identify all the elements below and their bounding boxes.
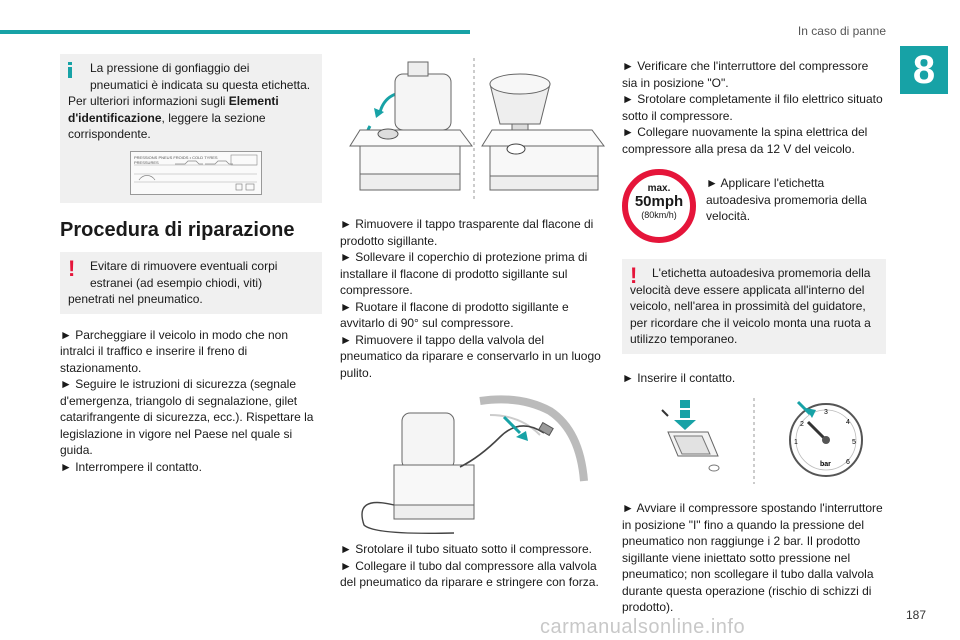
step-item: ► Rimuovere il tappo della valvola del pneumatico da riparare e conservarlo in un luogo pulito. — [340, 332, 601, 380]
column-1 — [60, 54, 322, 475]
chapter-title: In caso di panne — [797, 24, 886, 38]
tyre-pressure-label-image — [130, 151, 262, 195]
column-3 — [622, 58, 886, 616]
column-2 — [340, 54, 608, 591]
gauge-tick: 3 — [824, 409, 828, 416]
step-item: ► Ruotare il flacone di prodotto sigillante e avvitarlo di 90° sul compressore. — [340, 299, 569, 330]
sealant-bottle-illustration — [340, 54, 608, 204]
step-item: ► Verificare che l'interruttore del compressore sia in posizione "O". — [622, 59, 869, 90]
info-text-line: La pressione di gonfiaggio dei — [90, 61, 250, 75]
chapter-number-badge: 8 — [900, 46, 948, 94]
warning-icon: ! — [630, 263, 638, 288]
info-text-line: pneumatici è indicata su questa etichetta. — [90, 77, 311, 92]
step-item: ► Sollevare il coperchio di protezione prima di installare il flacone di prodotto sigillante sul compressore. — [340, 250, 588, 297]
sign-kmh-value: (80km/h) — [641, 210, 677, 220]
step-item: ► Srotolare il tubo situato sotto il compressore. — [340, 542, 592, 556]
section-heading: Procedura di riparazione — [60, 218, 295, 241]
step-item: ► Interrompere il contatto. — [60, 459, 202, 474]
steps-list-a — [340, 216, 608, 381]
info-icon — [68, 62, 72, 78]
step-item: ► Applicare l'etichetta autoadesiva promemoria della velocità. — [706, 176, 867, 223]
hose-illustration — [340, 395, 608, 535]
speed-sticker-row — [622, 169, 886, 245]
step-item: ► Parcheggiare il veicolo in modo che non intralci il traffico e inserire il freno di stazionamento. — [60, 327, 289, 375]
sign-max-label: max. — [647, 183, 671, 194]
warning-text-line: Evitare di rimuovere eventuali corpi — [90, 259, 278, 273]
step-item: ► Inserire il contatto. — [622, 370, 736, 385]
warning-text-line: estranei (ad esempio chiodi, viti) — [90, 275, 263, 290]
gauge-tick: 2 — [800, 421, 804, 428]
gauge-tick: 4 — [846, 419, 850, 426]
steps-list — [60, 327, 322, 476]
info-text: Per ulteriori informazioni sugli Elementi d'identificazione, leggere la sezione corrispondente. — [68, 94, 279, 141]
warning-text: L'etichetta autoadesiva promemoria della velocità deve essere applicata all'interno del veicolo, nell'area in prossimità del guidatore, per ricordare che il veicolo monta una ruota a utilizzo temporaneo. — [630, 266, 871, 346]
gauge-tick: 1 — [794, 439, 798, 446]
step-item: ► Seguire le istruzioni di sicurezza (segnale d'emergenza, triangolo di segnalazione, gilet catarifrangente di sicurezza, ecc.). Rispettare la legislazione in vigore nel Paese nel quale si guida. — [60, 377, 314, 457]
gauge-unit: bar — [820, 461, 831, 468]
tyre-label-text: PRESSIONS PNEUS FROIDS • COLD TYRES PRESSURES — [134, 154, 218, 165]
pressure-gauge — [786, 400, 866, 480]
header-accent-bar — [0, 30, 470, 34]
step-item: ► Rimuovere il tappo trasparente dal flacone di prodotto sigillante. — [340, 217, 594, 248]
gauge-tick: 5 — [852, 439, 856, 446]
step-item: ► Collegare nuovamente la spina elettrica del compressore alla presa da 12 V del veicolo. — [622, 125, 868, 156]
step-item: ► Avviare il compressore spostando l'interruttore in posizione "I" fino a quando la pressione del pneumatico non raggiunge i 2 bar. Il prodotto sigillante viene iniettato sotto pressione nel pneumatico; non scollegare il tubo dalla valvola durante questa operazione (rischio di schizzi di prodotto). — [622, 501, 883, 614]
speed-limit-sign — [622, 169, 696, 243]
steps-list-b — [340, 541, 608, 591]
sign-speed-value: 50mph — [634, 193, 684, 210]
step-item: ► Collegare il tubo dal compressore alla valvola del pneumatico da riparare e stringere con forza. — [340, 558, 599, 589]
warning-text-line: penetrati nel pneumatico. — [68, 292, 203, 306]
steps-list-a — [622, 58, 886, 157]
ignition-gauge-illustration — [622, 396, 886, 486]
watermark: carmanualsonline.info — [540, 616, 746, 638]
page-number: 187 — [905, 608, 926, 622]
warning-box — [60, 252, 322, 314]
info-box — [60, 54, 322, 203]
warning-box — [622, 259, 886, 354]
gauge-tick: 6 — [846, 459, 850, 466]
warning-icon: ! — [68, 256, 76, 281]
step-item: ► Srotolare completamente il filo elettrico situato sotto il compressore. — [622, 92, 883, 123]
